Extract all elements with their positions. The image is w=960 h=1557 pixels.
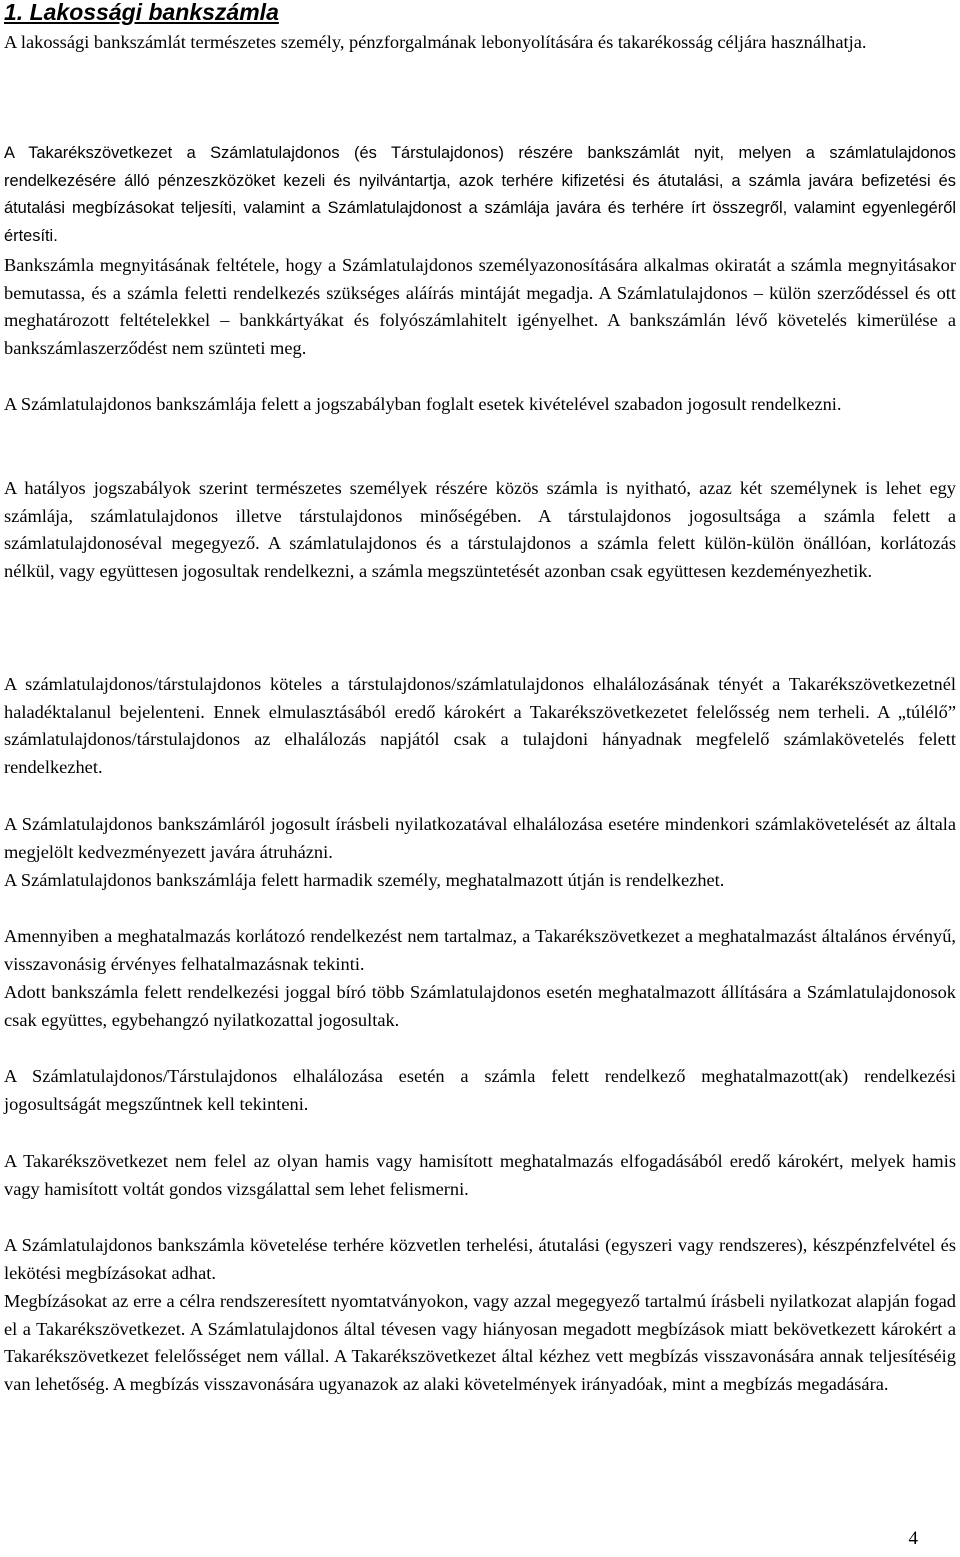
- paragraph: A számlatulajdonos/társtulajdonos köteles a társtulajdonos/számlatulajdonos elhalálozásának tényét a Takarékszövetkezetnél haladéktalanul bejelenteni. Ennek elmulasztásából eredő károkért a Takarékszövetkezetet felelősség nem terheli. A „túlélő” számlatulajdonos/társtulajdonos az elhalálozás napjától csak a tulajdoni hányadnak megfelelő számlakövetelés felett rendelkezhet.: [4, 674, 956, 777]
- paragraph: Bankszámla megnyitásának feltétele, hogy a Számlatulajdonos személyazonosítására alkalmas okiratát a számla megnyitásakor bemutassa, és a számla feletti rendelkezés szükséges aláírás mintáját megadja. A Számlatulajdonos – külön szerződéssel és ott meghatározott feltételekkel – bankkártyákat és folyószámlahitelt igényelhet. A bankszámlán lévő követelés kimerülése a bankszámlaszerződést nem szünteti meg.: [4, 255, 956, 358]
- paragraph: A lakossági bankszámlát természetes személy, pénzforgalmának lebonyolítására és takarékosság céljára használhatja.: [4, 32, 867, 52]
- paragraph: A Takarékszövetkezet a Számlatulajdonos (és Társtulajdonos) részére bankszámlát nyit, melyen a számlatulajdonos rendelkezésére álló pénzeszközöket kezeli és nyilvántartja, azok terhére kifizetési és átutalási, a számla javára befizetési és átutalási megbízásokat teljesíti, valamint a Számlatulajdonost a számlája javára és terhére írt összegről, valamint egyenlegéről értesíti.: [4, 144, 956, 245]
- paragraph: A Számlatulajdonos bankszámlája felett harmadik személy, meghatalmazott útján is rendelkezhet.: [4, 870, 725, 890]
- paragraph: Amennyiben a meghatalmazás korlátozó rendelkezést nem tartalmaz, a Takarékszövetkezet a meghatalmazást általános érvényű, visszavonásig érvényes felhatalmazásnak tekinti.: [4, 926, 956, 974]
- paragraph: A Számlatulajdonos bankszámlája felett a jogszabályban foglalt esetek kivételével szabadon jogosult rendelkezni.: [4, 394, 842, 414]
- paragraph: A Számlatulajdonos bankszámláról jogosult írásbeli nyilatkozatával elhalálozása esetére mindenkori számlakövetelését az általa megjelölt kedvezményezett javára átruházni.: [4, 814, 956, 862]
- paragraph: Megbízásokat az erre a célra rendszeresített nyomtatványokon, vagy azzal megegyező tartalmú írásbeli nyilatkozat alapján fogad el a Takarékszövetkezet. A Számlatulajdonos által tévesen vagy hiányosan megadott megbízások miatt bekövetkezett károkért a Takarékszövetkezet felelősséget nem vállal. A Takarékszövetkezet által kézhez vett megbízás visszavonására annak teljesítéséig van lehetőség. A megbízás visszavonására ugyanazok az alaki követelmények irányadóak, mint a megbízás megadására.: [4, 1291, 956, 1394]
- paragraph: A hatályos jogszabályok szerint természetes személyek részére közös számla is nyitható, azaz két személynek is lehet egy számlája, számlatulajdonos illetve társtulajdonos minőségében. A társtulajdonos jogosultsága a számla felett a számlatulajdonoséval megegyező. A számlatulajdonos és a társtulajdonos a számla felett külön-külön önállóan, korlátozás nélkül, vagy együttesen jogosultak rendelkezni, a számla megszüntetését azonban csak együttesen kezdeményezhetik.: [4, 478, 956, 581]
- paragraph: Adott bankszámla felett rendelkezési joggal bíró több Számlatulajdonos esetén meghatalmazott állítására a Számlatulajdonosok csak együttes, egybehangzó nyilatkozattal jogosultak.: [4, 982, 956, 1030]
- paragraph: A Számlatulajdonos/Társtulajdonos elhalálozása esetén a számla felett rendelkező meghatalmazott(ak) rendelkezési jogosultságát megszűntnek kell tekinteni.: [4, 1066, 956, 1114]
- paragraph: A Számlatulajdonos bankszámla követelése terhére közvetlen terhelési, átutalási (egyszeri vagy rendszeres), készpénzfelvétel és lekötési megbízásokat adhat.: [4, 1235, 956, 1283]
- paragraph: A Takarékszövetkezet nem felel az olyan hamis vagy hamisított meghatalmazás elfogadásából eredő károkért, melyek hamis vagy hamisított voltát gondos vizsgálattal sem lehet felismerni.: [4, 1151, 956, 1199]
- page-number: 4: [908, 1528, 918, 1549]
- section-heading: 1. Lakossági bankszámla: [4, 0, 279, 25]
